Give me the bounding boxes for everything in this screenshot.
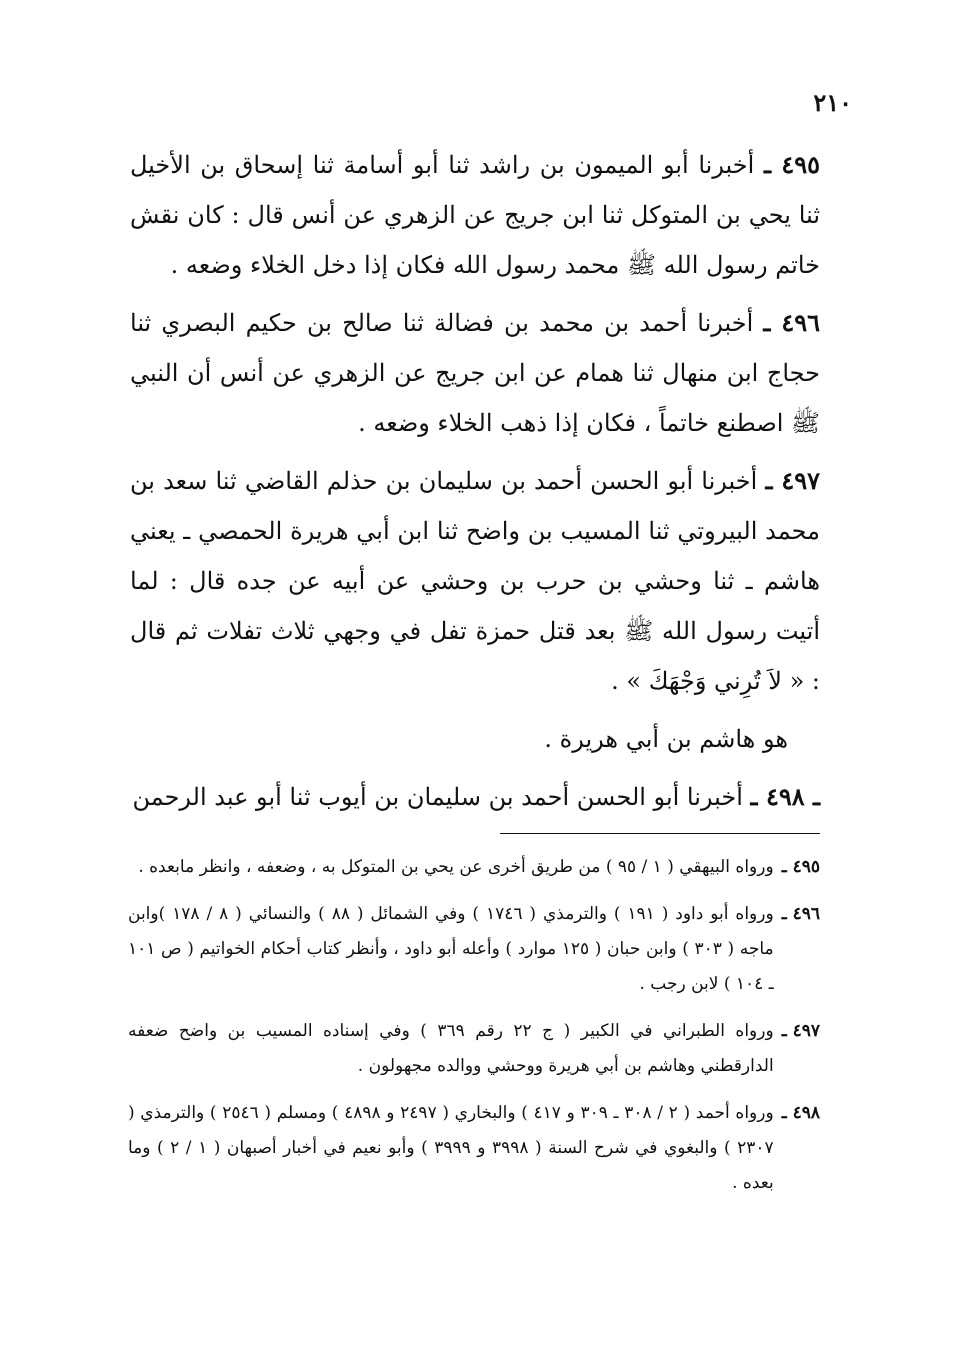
footnote-text: ورواه أحمد ( ٢ / ٣٠٨ ـ ٣٠٩ و ٤١٧ ) والبخاري ( ٢٤٩٧ و ٤٨٩٨ ) ومسلم ( ٢٥٤٦ ) والترمذي ( ٢٣٠٧ ) والبغوي في شرح السنة ( ٣٩٩٨ و ٣٩٩٩ ) وأبو نعيم في أخبار أصبهان ( ١ / ٢ ) وما بعده . [128, 1103, 774, 1193]
footnote-497 [128, 1014, 820, 1084]
footnotes [128, 850, 820, 1213]
footnote-495 [128, 850, 820, 885]
footnote-text: ورواه الطبراني في الكبير ( ج ٢٢ رقم ٣٦٩ ) وفي إسناده المسيب بن واضح ضعفه الدارقطني وهاشم بن أبي هريرة ووحشي ووالده مجهولون . [128, 1021, 774, 1076]
hadith-text: أخبرنا أحمد بن محمد بن فضالة ثنا صالح بن حكيم البصري ثنا حجاج ابن منهال ثنا همام عن ابن جريج عن الزهري عن أنس أن النبي ﷺ اصطنع خاتماً ، فكان إذا ذهب الخلاء وضعه . [130, 309, 820, 437]
hadith-495 [130, 140, 820, 290]
hadith-number: ٤٩٦ ـ [763, 308, 820, 337]
footnote-number: ٤٩٥ ـ [781, 857, 820, 877]
commentary-line [130, 714, 820, 764]
footnote-number: ٤٩٧ ـ [781, 1021, 820, 1041]
hadith-text: هو هاشم بن أبي هريرة . [544, 725, 788, 753]
hadith-text: أخبرنا أبو الحسن أحمد بن سليمان بن حذلم القاضي ثنا سعد بن محمد البيروتي ثنا المسيب بن واضح ثنا ابن أبي هريرة الحمصي ـ يعني هاشم ـ ثنا وحشي بن حرب بن وحشي عن أبيه عن جده قال : لما أتيت رسول الله ﷺ بعد قتل حمزة تفل في وجهي ثلاث تفلات ثم قال : « لاَ تُرِني وَجْهَكَ » . [130, 467, 820, 695]
footnote-number: ٤٩٦ ـ [781, 904, 820, 924]
hadith-number: ـ ٤٩٨ ـ [750, 782, 820, 811]
footnote-text: ورواه البيهقي ( ١ / ٩٥ ) من طريق أخرى عن يحي بن المتوكل به ، وضعفه ، وانظر مابعده . [138, 857, 774, 877]
hadith-496 [130, 298, 820, 448]
footnote-number: ٤٩٨ ـ [781, 1103, 820, 1123]
footnote-separator [500, 833, 820, 834]
footnote-text: ورواه أبو داود ( ١٩١ ) والترمذي ( ١٧٤٦ ) وفي الشمائل ( ٨٨ ) والنسائي ( ٨ / ١٧٨ )وابن ماجه ( ٣٠٣ ) وابن حبان ( ١٢٥ موارد ) وأعله أبو داود ، وأنظر كتاب أحكام الخواتيم ( ص ١٠١ ـ ١٠٤ ) لابن رجب . [128, 904, 774, 994]
footnote-498 [128, 1096, 820, 1201]
footnote-496 [128, 897, 820, 1002]
hadith-text: أخبرنا أبو الميمون بن راشد ثنا أبو أسامة ثنا إسحاق بن الأخيل ثنا يحي بن المتوكل ثنا ابن جريج عن الزهري عن أنس قال : كان نقش خاتم رسول الله ﷺ محمد رسول الله فكان إذا دخل الخلاء وضعه . [130, 151, 820, 279]
hadith-text: أخبرنا أبو الحسن أحمد بن سليمان بن أيوب ثنا أبو عبد الرحمن [132, 783, 743, 811]
hadith-number: ٤٩٧ ـ [765, 466, 820, 495]
hadith-number: ٤٩٥ ـ [763, 150, 821, 179]
hadith-498 [130, 772, 820, 822]
hadith-497 [130, 456, 820, 706]
main-text [130, 140, 820, 830]
page-number: ٢١٠ [813, 88, 852, 117]
